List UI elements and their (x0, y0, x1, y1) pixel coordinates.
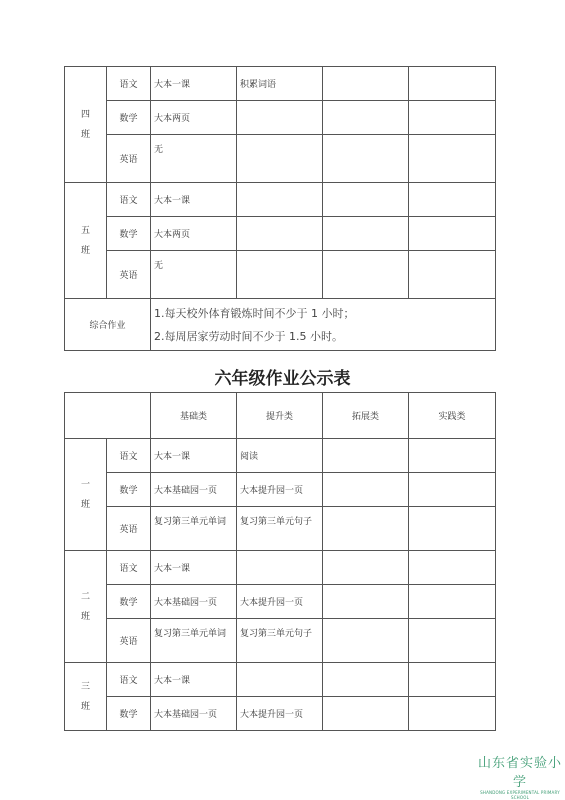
header-cell (65, 393, 151, 439)
improve-cell: 积累词语 (237, 67, 323, 101)
subject-cell: 语文 (107, 67, 151, 101)
subject-cell: 数学 (107, 697, 151, 731)
table-row (65, 619, 496, 663)
practice-cell (409, 473, 496, 507)
subject-cell: 数学 (107, 217, 151, 251)
logo-chinese-name: 山东省实验小学 (478, 756, 563, 790)
practice-cell (409, 619, 496, 663)
improve-cell (237, 663, 323, 697)
practice-cell (409, 551, 496, 585)
homework-table-upper (64, 66, 496, 351)
subject-cell: 数学 (107, 101, 151, 135)
improve-cell: 复习第三单元句子 (237, 619, 323, 663)
comprehensive-notes (151, 299, 496, 351)
comprehensive-label: 综合作业 (65, 299, 151, 351)
comprehensive-item: 2.每周居家劳动时间不少于 1.5 小时。 (154, 329, 343, 343)
basic-cell: 大本两页 (151, 101, 237, 135)
improve-cell (237, 183, 323, 217)
basic-cell: 大本基础园一页 (151, 473, 237, 507)
school-logo (478, 752, 562, 800)
table-row (65, 251, 496, 299)
basic-cell: 复习第三单元单词 (151, 619, 237, 663)
practice-cell (409, 251, 496, 299)
page-title: 六年级作业公示表 (214, 369, 351, 389)
subject-cell: 语文 (107, 439, 151, 473)
improve-cell (237, 217, 323, 251)
extend-cell (323, 217, 409, 251)
class-name-cell: 二 班 (65, 551, 107, 663)
subject-cell: 语文 (107, 183, 151, 217)
improve-cell (237, 251, 323, 299)
extend-cell (323, 697, 409, 731)
subject-cell: 语文 (107, 663, 151, 697)
homework-table-grade6 (64, 392, 496, 731)
table-row (65, 473, 496, 507)
header-cell: 实践类 (409, 393, 496, 439)
basic-cell: 无 (151, 251, 237, 299)
extend-cell (323, 135, 409, 183)
improve-cell (237, 135, 323, 183)
table-row (65, 507, 496, 551)
header-row (65, 393, 496, 439)
table-row (65, 551, 496, 585)
basic-cell: 大本两页 (151, 217, 237, 251)
subject-cell: 英语 (107, 507, 151, 551)
table-row (65, 217, 496, 251)
subject-cell: 英语 (107, 135, 151, 183)
practice-cell (409, 507, 496, 551)
logo-english-name: SHANDONG EXPERIMENTAL PRIMARY SCHOOL (480, 790, 560, 800)
extend-cell (323, 663, 409, 697)
class-name-cell: 一 班 (65, 439, 107, 551)
table-row (65, 135, 496, 183)
extend-cell (323, 473, 409, 507)
subject-cell: 英语 (107, 619, 151, 663)
table-row (65, 183, 496, 217)
practice-cell (409, 585, 496, 619)
practice-cell (409, 217, 496, 251)
basic-cell: 大本基础园一页 (151, 585, 237, 619)
subject-cell: 数学 (107, 585, 151, 619)
improve-cell: 复习第三单元句子 (237, 507, 323, 551)
basic-cell: 大本一课 (151, 439, 237, 473)
improve-cell: 大本提升园一页 (237, 697, 323, 731)
extend-cell (323, 619, 409, 663)
extend-cell (323, 101, 409, 135)
basic-cell: 无 (151, 135, 237, 183)
practice-cell (409, 663, 496, 697)
practice-cell (409, 67, 496, 101)
basic-cell: 大本基础园一页 (151, 697, 237, 731)
table-row (65, 697, 496, 731)
class-name-cell: 五 班 (65, 183, 107, 299)
table-row (65, 67, 496, 101)
extend-cell (323, 67, 409, 101)
table-row (65, 299, 496, 351)
basic-cell: 大本一课 (151, 551, 237, 585)
basic-cell: 复习第三单元单词 (151, 507, 237, 551)
basic-cell: 大本一课 (151, 183, 237, 217)
extend-cell (323, 507, 409, 551)
table-row (65, 439, 496, 473)
extend-cell (323, 551, 409, 585)
extend-cell (323, 439, 409, 473)
header-cell: 拓展类 (323, 393, 409, 439)
class-name-cell: 三 班 (65, 663, 107, 731)
extend-cell (323, 183, 409, 217)
basic-cell: 大本一课 (151, 67, 237, 101)
improve-cell: 阅读 (237, 439, 323, 473)
practice-cell (409, 101, 496, 135)
practice-cell (409, 439, 496, 473)
subject-cell: 语文 (107, 551, 151, 585)
improve-cell: 大本提升园一页 (237, 473, 323, 507)
class-name-cell: 四 班 (65, 67, 107, 183)
subject-cell: 数学 (107, 473, 151, 507)
practice-cell (409, 697, 496, 731)
table-row (65, 585, 496, 619)
improve-cell: 大本提升园一页 (237, 585, 323, 619)
table-row (65, 101, 496, 135)
basic-cell: 大本一课 (151, 663, 237, 697)
extend-cell (323, 585, 409, 619)
practice-cell (409, 183, 496, 217)
comprehensive-item: 1.每天校外体育锻炼时间不少于 1 小时； (154, 306, 355, 320)
extend-cell (323, 251, 409, 299)
improve-cell (237, 101, 323, 135)
header-cell: 提升类 (237, 393, 323, 439)
improve-cell (237, 551, 323, 585)
header-cell: 基础类 (151, 393, 237, 439)
subject-cell: 英语 (107, 251, 151, 299)
table-row (65, 663, 496, 697)
practice-cell (409, 135, 496, 183)
